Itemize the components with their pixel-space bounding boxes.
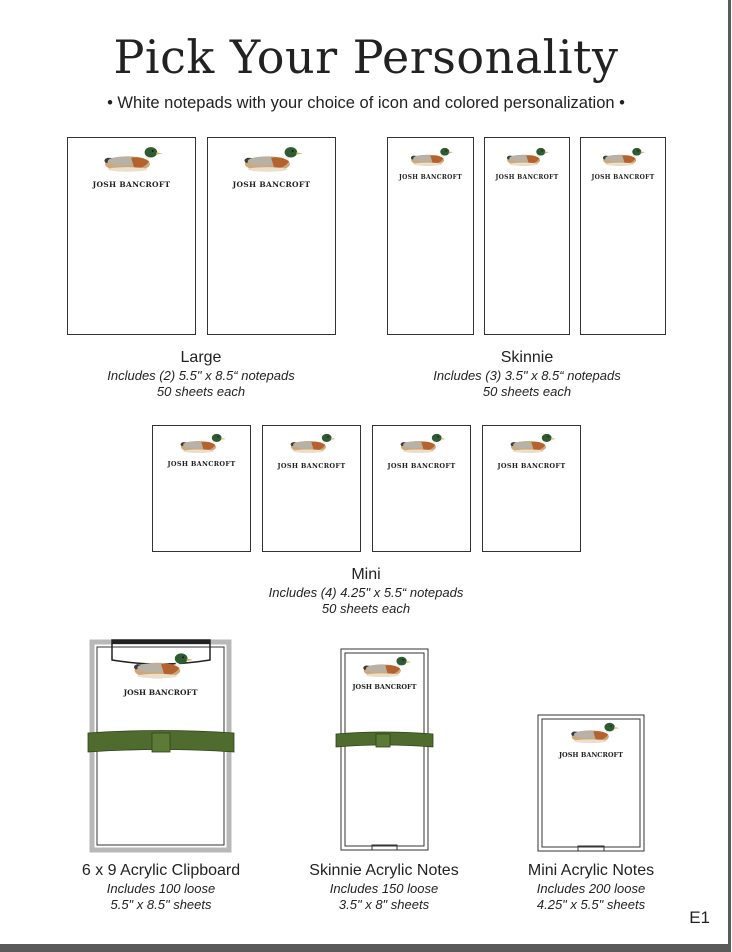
skinnie-line-1: Includes (3) 3.5" x 8.5“ notepads: [433, 368, 621, 383]
skinnie-notepad-2: [484, 137, 570, 335]
large-notepad-1: [67, 137, 196, 335]
clipboard-caption: [51, 861, 271, 913]
mini-line-1: Includes (4) 4.25" x 5.5“ notepads: [268, 585, 464, 600]
mini-acrylic-line-2: 4.25" x 5.5" sheets: [536, 897, 646, 912]
personalization-name: JOSH BANCROFT: [123, 688, 198, 697]
mallard-duck-icon: [507, 433, 557, 454]
personalization-name: JOSH BANCROFT: [399, 174, 462, 181]
mini-acrylic-caption: [481, 861, 701, 913]
personalization-name: JOSH BANCROFT: [497, 462, 566, 470]
mallard-duck-icon: [408, 147, 454, 167]
page-subtitle: • White notepads with your choice of icon and colored personalization •: [107, 94, 625, 112]
clipboard-line-2: 5.5" x 8.5" sheets: [110, 897, 212, 912]
personalization-name: JOSH BANCROFT: [495, 174, 559, 181]
mini-acrylic-title: Mini Acrylic Notes: [527, 862, 655, 879]
large-line-1: Includes (2) 5.5" x 8.5“ notepads: [107, 368, 295, 383]
large-notepad-2: [207, 137, 336, 335]
mallard-duck-icon: [600, 147, 646, 167]
skinnie-acrylic-line-1: Includes 150 loose: [329, 881, 439, 896]
personalization-name: JOSH BANCROFT: [277, 462, 346, 470]
personalization-name: JOSH BANCROFT: [591, 174, 655, 181]
large-title: Large: [180, 349, 222, 366]
skinnie-caption: [392, 348, 662, 400]
skinnie-acrylic-line-2: 3.5" x 8" sheets: [338, 897, 430, 912]
page-title: Pick Your Personality: [113, 30, 619, 84]
personalization-name: JOSH BANCROFT: [387, 462, 456, 470]
mini-line-2: 50 sheets each: [321, 601, 411, 616]
personalization-name: JOSH BANCROFT: [92, 180, 171, 189]
mini-notepad-4: [482, 425, 581, 552]
skinnie-acrylic-caption: [274, 861, 494, 913]
mallard-duck-icon: [100, 146, 164, 173]
page-code: E1: [689, 908, 710, 927]
skinnie-acrylic-holder: [336, 645, 433, 855]
mallard-duck-icon: [177, 433, 227, 454]
clipboard-title: 6 x 9 Acrylic Clipboard: [81, 862, 241, 879]
large-caption: [66, 348, 336, 400]
personalization-name: JOSH BANCROFT: [558, 751, 623, 759]
skinnie-title: Skinnie: [500, 349, 554, 366]
skinnie-notepad-3: [580, 137, 666, 335]
personalization-name: JOSH BANCROFT: [232, 180, 311, 189]
clipboard-line-1: Includes 100 loose: [106, 881, 216, 896]
large-line-2: 50 sheets each: [156, 384, 246, 399]
personalization-name: JOSH BANCROFT: [167, 460, 236, 468]
mini-title: Mini: [351, 566, 381, 583]
skinnie-line-2: 50 sheets each: [482, 384, 572, 399]
mini-acrylic-holder: [536, 713, 646, 855]
personalization-name: JOSH BANCROFT: [352, 683, 417, 691]
mallard-duck-icon: [397, 433, 447, 454]
mini-acrylic-line-1: Includes 200 loose: [536, 881, 646, 896]
skinnie-notepad-1: [387, 137, 474, 335]
mallard-duck-icon: [287, 433, 337, 454]
skinnie-acrylic-title: Skinnie Acrylic Notes: [309, 862, 459, 879]
mallard-duck-icon: [240, 146, 304, 173]
acrylic-clipboard: [90, 638, 232, 852]
mini-notepad-3: [372, 425, 471, 552]
mallard-duck-icon: [504, 147, 550, 167]
mini-notepad-1: [152, 425, 251, 552]
mini-caption: [231, 565, 501, 617]
mini-notepad-2: [262, 425, 361, 552]
